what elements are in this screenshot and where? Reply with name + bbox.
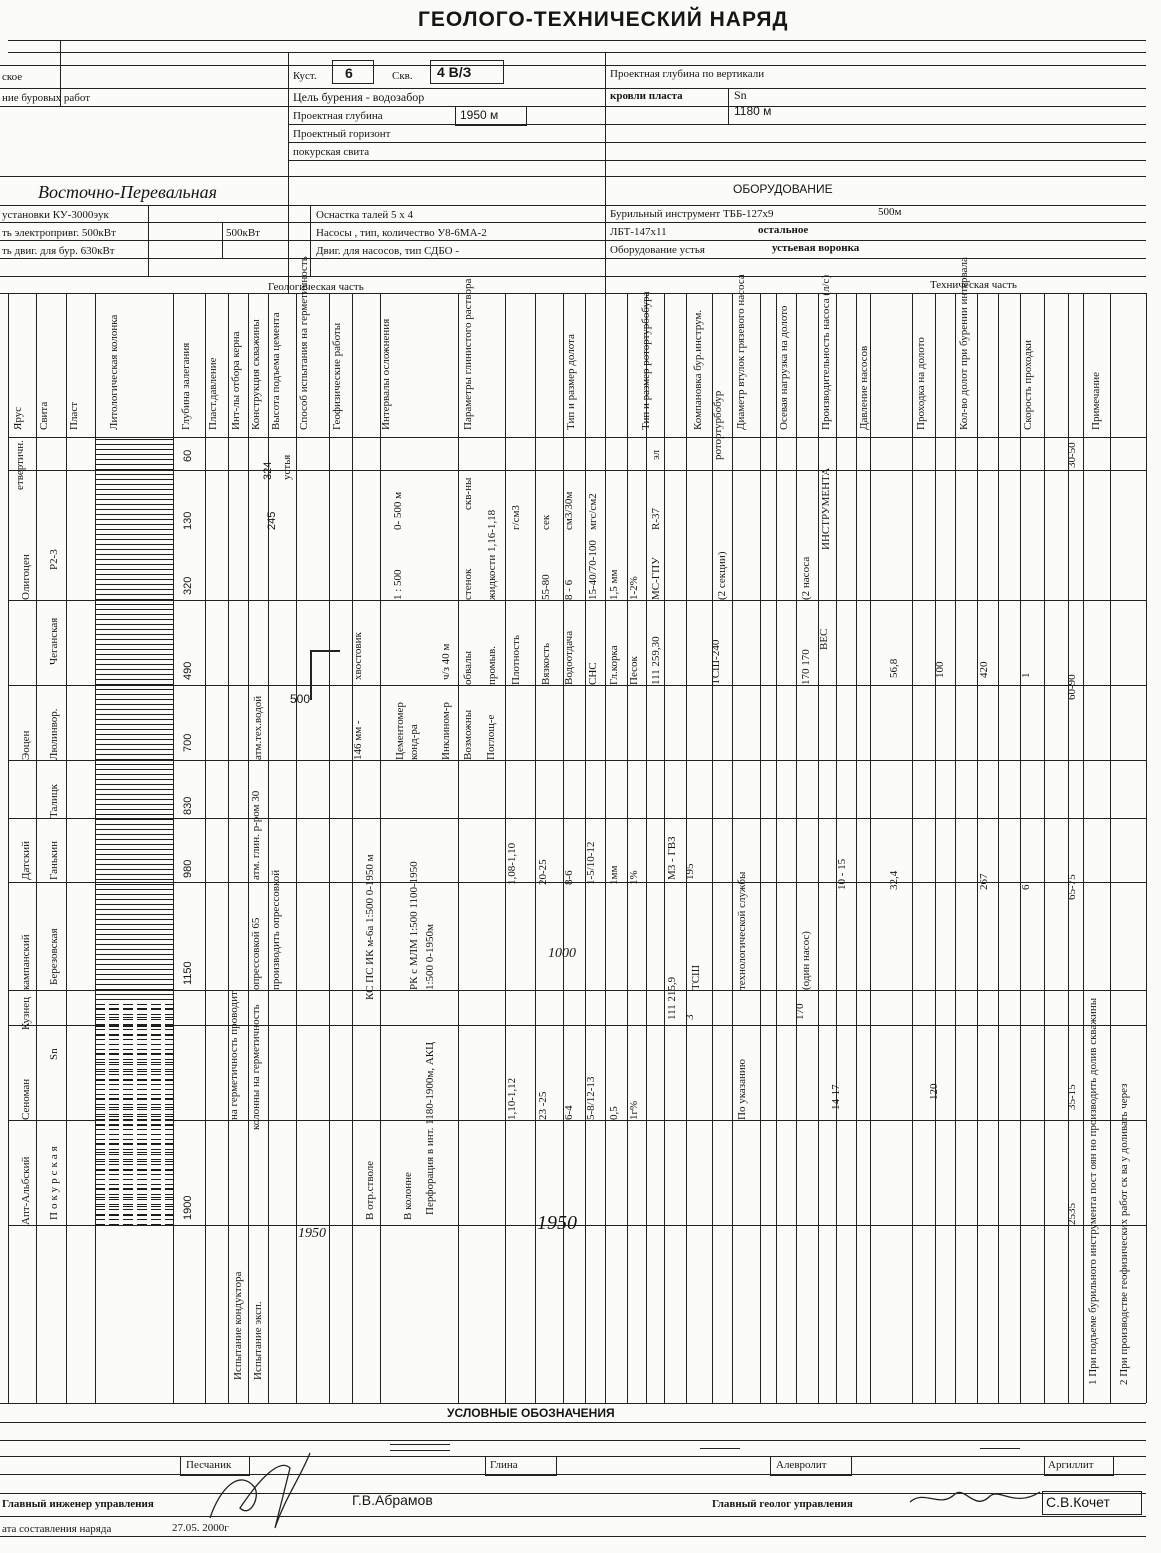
lbt-rest: остальное [758, 224, 809, 236]
col-header-18: Производительность насоса (л/с) [820, 274, 832, 430]
complication-0: скв-ны [462, 477, 474, 510]
depth-1150: 1150 [182, 961, 194, 985]
lithology-column-brick [95, 1000, 173, 1225]
col-header-21: Кол-во долот при бурении интервала [958, 257, 970, 430]
mud-param-19: 8-6 [563, 870, 575, 885]
bit-1: МС-ГПУ [650, 557, 662, 600]
engineer-signature [200, 1448, 330, 1538]
mud-param-28: 1г% [628, 1100, 640, 1120]
bit-count-1: 6 [1020, 884, 1032, 890]
depth-980: 980 [182, 859, 194, 878]
bit-count-0: 1 [1020, 672, 1032, 678]
per-bit-0: 420 [978, 661, 990, 678]
total-depth-1950: 1950 [537, 1212, 577, 1234]
pump-engine: Двиг. для насосов, тип СДБО - [316, 245, 459, 257]
pressure-1: 120 [928, 1083, 940, 1100]
bit-2: 111 259,30 [650, 636, 662, 685]
mud-param-21: 1мм [608, 865, 620, 885]
mud-param-2: Плотность [510, 635, 522, 685]
col-header-12: Параметры глинистого раствора [462, 278, 474, 430]
depth-490: 490 [182, 661, 194, 680]
roof-depth: 1180 м [734, 104, 772, 118]
mud-param-17: 1,08-1,10 [506, 842, 518, 885]
liner-3: 170 [794, 1003, 806, 1020]
roof-layer: Sn [734, 88, 747, 102]
col-header-16: Диаметр втулок грязевого насоса [735, 274, 747, 430]
mud-param-24: 23 -25 [537, 1091, 549, 1120]
geophys-13: Перфорация в инт. 1180-1900м, АКЦ [424, 1041, 436, 1215]
horizon-label: Проектный горизонт [293, 128, 391, 140]
suite-gankin: Ганькин [48, 841, 60, 880]
bit-3: М3 - ГВЗ [666, 836, 678, 880]
vertical-depth-label: Проектная глубина по вертикали [610, 68, 765, 80]
casing-245: 245 [266, 511, 278, 530]
date-label: ата составления наряда [2, 1523, 112, 1535]
pumps: Насосы , тип, количество У8-6МА-2 [316, 227, 487, 239]
mud-param-4: сек [540, 514, 552, 530]
geophys-7: конд-ра [408, 724, 420, 760]
drilling-goal: Цель бурения - водозабор [293, 90, 425, 104]
testing-2: опрессовкой 65 [250, 917, 262, 990]
chief-geologist-label: Главный геолог управления [712, 1498, 853, 1510]
mud-param-0: г/см3 [510, 505, 522, 530]
lbt: ЛБТ-147х11 [610, 226, 667, 238]
geophys-6: В колонне [402, 1172, 414, 1220]
geophys-9: РК с МЛМ 1:500 1100-1950 [408, 861, 420, 990]
casing-324: 324 [262, 461, 274, 480]
rig-power: ть электропривг. 500кВт [2, 227, 116, 239]
col-header-1: Свита [38, 401, 50, 430]
speed-0: 30-50 [1066, 442, 1078, 468]
suite-lyulinvor: Люлинвор. [48, 708, 60, 760]
casing-wellhead: устья [281, 454, 293, 480]
mud-param-8: 8 - 6 [563, 579, 575, 600]
testing-6: Испытание кондуктора [232, 1271, 244, 1380]
wellhead-value: устьевая воронка [772, 242, 860, 254]
testing-0: атм.тех.водой [252, 695, 264, 760]
load-0: ИНСТРУМЕНТА [820, 467, 832, 550]
mud-param-3: промыв. [486, 646, 498, 685]
complication-4: Поглощ-е [485, 714, 497, 760]
speed-4: 2535 [1066, 1203, 1078, 1225]
turbo-0: ТСШ-240 [710, 639, 722, 685]
mud-param-9: Водоотдача [563, 630, 575, 685]
chief-geologist-name: С.В.Кочет [1046, 1494, 1110, 1510]
geophys-1: 1 : 500 [392, 569, 404, 600]
testing-1: атм. глин. р-ром 30 [250, 790, 262, 880]
col-header-7: Конструкция скважины [250, 319, 262, 430]
legend-argillite: Аргиллит [1048, 1459, 1094, 1471]
geophys-3: 146 мм - [352, 720, 364, 760]
col-header-9: Способ испытания на герметичность [298, 256, 310, 430]
col-header-22: Скорость проходки [1022, 339, 1034, 430]
turbo-2: ротортурбобур [712, 390, 724, 460]
col-header-10: Геофизические работы [331, 322, 343, 430]
wellhead: Оборудование устья [610, 244, 705, 256]
mud-param-23: 1,10-1,12 [506, 1077, 518, 1120]
complication-3: Возможны [462, 709, 474, 760]
mud-param-12: СНС [587, 662, 599, 685]
mud-param-15: 1-2% [628, 576, 640, 600]
bha-1: По указанию [736, 1059, 748, 1120]
col-header-14: Тип и размер ротортурбобура [640, 291, 652, 430]
complication-1: стенок [462, 568, 474, 600]
testing-5: колонны на герметичность [250, 1004, 262, 1130]
col-header-13: Тип и размер долота [565, 334, 577, 430]
col-header-23: Примечание [1090, 372, 1102, 430]
bit-0: R-37 [650, 508, 662, 530]
testing-7: Испытание эксп. [252, 1301, 264, 1380]
suite-sn: Sn [48, 1048, 60, 1060]
geophys-5: В отр.стволе [364, 1160, 376, 1220]
tech-section-title: Техническая часть [930, 279, 1017, 291]
tier-campanian: кампанский [20, 934, 32, 990]
bit-7: ТСШ [690, 964, 702, 990]
col-header-19: Давление насосов [858, 345, 870, 430]
rig-power-2: 500кВт [226, 227, 260, 239]
tier-oligocene: Олигоцен [20, 554, 32, 600]
mud-param-11: 15-40/70-100 [587, 540, 599, 600]
tier-danian: Датский [20, 840, 32, 880]
flow-1: 32,4 [888, 870, 900, 890]
geophys-10: ч/з 40 м [440, 643, 452, 680]
geo-section-title: Геологическая часть [268, 281, 364, 293]
mud-param-13: 1,5 мм [608, 569, 620, 600]
tier-quaternary: етвертичн. [14, 440, 26, 490]
suite-pokurskaya: Покурская [48, 1143, 60, 1220]
field-name: Восточно-Перевальная [38, 182, 218, 202]
design-depth-value: 1950 м [460, 108, 499, 122]
horizon-value: покурская свита [293, 146, 370, 158]
load-3: 14-17 [830, 1084, 842, 1110]
rig-pump-drive: ть двиг. для бур. 630кВт [2, 245, 115, 257]
geophys-8: Цементомер [394, 702, 406, 760]
mud-param-7: см3/30м [563, 491, 575, 530]
mud-param-22: 1% [628, 870, 640, 885]
col-header-3: Литологическая колонка [108, 314, 120, 430]
col-header-11: Интервалы осложнения [380, 318, 392, 430]
tier-kuznets: Кузнец [20, 996, 32, 1030]
kust-value: 6 [345, 65, 353, 81]
col-header-6: Инт-лы отбора керна [230, 331, 242, 430]
equipment-title: ОБОРУДОВАНИЕ [733, 182, 833, 196]
skv-value: 4 В/З [437, 64, 472, 80]
rig-install: установки КУ-3000эук [2, 209, 109, 221]
mud-param-16: Песок [628, 656, 640, 685]
speed-2: 65-75 [1066, 874, 1078, 900]
depth-320: 320 [182, 576, 194, 595]
casing-500: 500 [290, 692, 311, 706]
left-stub-1: ское [2, 71, 23, 83]
depth-830: 830 [182, 796, 194, 815]
note-1: 1 При подъеме бурильного инструмента пост оян но производить долив скважины [1087, 997, 1099, 1385]
mud-param-25: 6-4 [563, 1105, 575, 1120]
suite-berezovskaya: Березовская [48, 928, 60, 985]
col-header-17: Осевая нагрузка на долото [778, 305, 790, 430]
mud-param-14: Гл.корка [608, 645, 620, 685]
complication-2: обвалы [462, 650, 474, 685]
legend-siltstone: Алевролит [776, 1459, 827, 1471]
mud-param-26: 5-8/12-13 [585, 1076, 597, 1120]
testing-3: производить опрессовкой [270, 869, 282, 990]
design-depth-label: Проектная глубина [293, 110, 383, 122]
drill-tool: Бурильный инструмент ТББ-127х9 [610, 208, 774, 220]
document-title: ГЕОЛОГО-ТЕХНИЧЕСКИЙ НАРЯД [418, 8, 789, 31]
skv-label: Скв. [392, 70, 413, 82]
legend-sandstone: Песчаник [186, 1459, 232, 1471]
geophys-11: Инклином-р [440, 702, 452, 760]
chief-engineer-label: Главный инженер управления [2, 1498, 154, 1510]
legend-title: УСЛОВНЫЕ ОБОЗНАЧЕНИЯ [447, 1406, 615, 1420]
geophys-4: КС ПС ИК м-6а 1:500 0-1950 м [364, 854, 376, 1000]
chief-engineer-name: Г.В.Абрамов [352, 1492, 433, 1508]
bit-4: 195 [684, 863, 696, 880]
legend-clay: Глина [490, 1459, 518, 1471]
load-2: 10 - 15 [836, 858, 848, 890]
kust-label: Куст. [293, 70, 317, 82]
suite-cheganskaya: Чеганская [48, 617, 60, 665]
mud-param-10: мгс/см2 [587, 493, 599, 530]
speed-3: 35-15 [1066, 1084, 1078, 1110]
mud-param-20: 1-5/10-12 [585, 841, 597, 885]
note-2: 2 При производстве геофизических работ ск ва у доливать через [1118, 1083, 1130, 1385]
mark-1000: 1000 [548, 946, 576, 961]
col-header-4: Глубина залегания [180, 342, 192, 430]
suite-talitsk: Талицк [48, 783, 60, 818]
casing-1950: 1950 [298, 1226, 326, 1241]
depth-1900: 1900 [182, 1195, 194, 1220]
bit-6: 3 [684, 1014, 696, 1020]
col-header-15: Компановка бур.инструм. [692, 309, 704, 430]
depth-700: 700 [182, 733, 194, 752]
tier-eocene: Эоцен [20, 730, 32, 760]
col-header-5: Пласт.давление [207, 357, 219, 430]
liner-0: (2 насоса [800, 556, 812, 600]
testing-4: на герметичность проводит [228, 991, 240, 1120]
mud-param-6: Вязкость [540, 642, 552, 685]
drill-tool-length: 500м [878, 206, 902, 218]
col-header-8: Высота подъема цемента [270, 312, 282, 430]
left-stub-2: ние буровых работ [2, 92, 91, 104]
depth-60: 60 [182, 449, 194, 462]
liner-2: (один насос) [800, 931, 812, 990]
liner-1: 170 170 [800, 649, 812, 685]
turbo-1: (2 секции) [716, 551, 728, 600]
geologist-signature [905, 1484, 1045, 1514]
bha-0: технологической службы [736, 871, 748, 990]
load-1: ВЕС [818, 628, 830, 650]
geophys-12: 1:500 0-1950м [424, 924, 436, 990]
tier-cenomanian: Сеноман [20, 1078, 32, 1120]
col-header-2: Пласт [68, 401, 80, 430]
bit-8: эл [650, 449, 662, 460]
mud-param-5: 55-80 [540, 574, 552, 600]
tackle: Оснастка талей 5 х 4 [316, 209, 414, 221]
col-header-20: Проходка на долото [915, 337, 927, 430]
tier-apt-albian: Апт-Альбский [20, 1156, 32, 1225]
col-header-0: Ярус [12, 406, 24, 430]
roof-label: кровли пласта [610, 90, 683, 102]
mud-param-1: жидкости 1,16-1,18 [486, 509, 498, 600]
bit-5: 111 215,9 [666, 976, 678, 1020]
per-bit-1: 267 [978, 873, 990, 890]
flow-0: 56,8 [888, 658, 900, 678]
speed-1: 60-90 [1066, 674, 1078, 700]
mud-param-27: 0,5 [608, 1106, 620, 1120]
depth-130: 130 [182, 511, 194, 530]
geophys-0: 0- 500 м [392, 491, 404, 530]
mud-param-18: 20-25 [537, 859, 549, 885]
geophys-2: хвостовик [352, 632, 364, 680]
date-value: 27.05. 2000г [172, 1522, 229, 1534]
pressure-0: 100 [934, 661, 946, 678]
suite-p23: P2-3 [48, 549, 60, 570]
